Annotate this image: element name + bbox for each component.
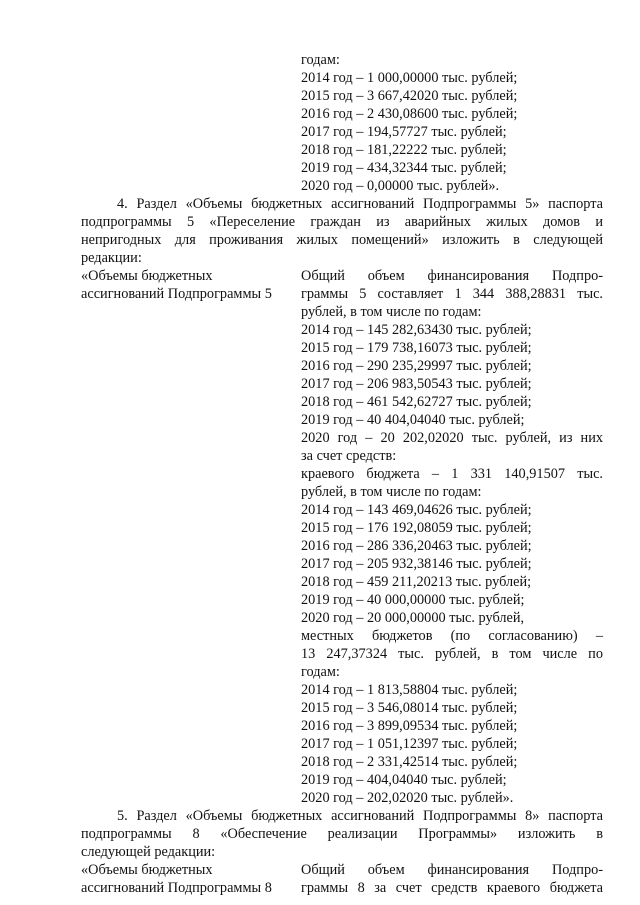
text-line: 2017 год – 194,57727 тыс. рублей; — [301, 124, 507, 140]
text-line: годам: — [301, 52, 340, 68]
funding-line: 2016 год – 3 899,09534 тыс. рублей; — [301, 718, 518, 734]
row-label: «Объемы бюджетных — [81, 268, 213, 284]
funding-line: 2015 год – 179 738,16073 тыс. рублей; — [301, 340, 532, 356]
funding-line: 2014 год – 143 469,04626 тыс. рублей; — [301, 502, 532, 518]
funding-line: 2017 год – 206 983,50543 тыс. рублей; — [301, 376, 532, 392]
funding-line: краевого бюджета – 1 331 140,91507 тыс. — [301, 466, 603, 482]
paragraph-line: 4. Раздел «Объемы бюджетных ассигнований Подпрограммы 5» паспорта — [117, 196, 603, 212]
funding-line: годам: — [301, 664, 340, 680]
funding-line: 2019 год – 404,04040 тыс. рублей; — [301, 772, 507, 788]
funding-line: 13 247,37324 тыс. рублей, в том числе по — [301, 646, 603, 662]
funding-line: 2014 год – 145 282,63430 тыс. рублей; — [301, 322, 532, 338]
paragraph-line: подпрограммы 8 «Обеспечение реализации Программы» изложить в — [81, 826, 603, 842]
funding-line: 2020 год – 20 202,02020 тыс. рублей, из них — [301, 430, 603, 446]
funding-line: рублей, в том числе по годам: — [301, 304, 482, 320]
row-label: ассигнований Подпрограммы 5 — [81, 286, 272, 302]
funding-line: 2015 год – 176 192,08059 тыс. рублей; — [301, 520, 532, 536]
funding-line: 2015 год – 3 546,08014 тыс. рублей; — [301, 700, 518, 716]
funding-line: рублей, в том числе по годам: — [301, 484, 482, 500]
funding-line: 2017 год – 205 932,38146 тыс. рублей; — [301, 556, 532, 572]
text-line: 2014 год – 1 000,00000 тыс. рублей; — [301, 70, 518, 86]
paragraph-line: 5. Раздел «Объемы бюджетных ассигнований Подпрограммы 8» паспорта — [117, 808, 603, 824]
funding-line: 2019 год – 40 000,00000 тыс. рублей; — [301, 592, 525, 608]
row-label: «Объемы бюджетных — [81, 862, 213, 878]
funding-line: Общий объем финансирования Подпро- — [301, 862, 603, 878]
paragraph-line: непригодных для проживания жилых помещений» изложить в следующей — [81, 232, 603, 248]
text-line: 2018 год – 181,22222 тыс. рублей; — [301, 142, 507, 158]
text-line: 2015 год – 3 667,42020 тыс. рублей; — [301, 88, 518, 104]
paragraph-line: подпрограммы 5 «Переселение граждан из аварийных жилых домов и — [81, 214, 603, 230]
funding-line: Общий объем финансирования Подпро- — [301, 268, 603, 284]
funding-line: местных бюджетов (по согласованию) – — [301, 628, 603, 644]
funding-line: граммы 5 составляет 1 344 388,28831 тыс. — [301, 286, 603, 302]
funding-line: 2018 год – 461 542,62727 тыс. рублей; — [301, 394, 532, 410]
funding-line: за счет средств: — [301, 448, 397, 464]
paragraph-line: следующей редакции: — [81, 844, 216, 860]
funding-line: граммы 8 за счет средств краевого бюджета — [301, 880, 603, 896]
text-line: 2016 год – 2 430,08600 тыс. рублей; — [301, 106, 518, 122]
funding-line: 2016 год – 290 235,29997 тыс. рублей; — [301, 358, 532, 374]
funding-line: 2019 год – 40 404,04040 тыс. рублей; — [301, 412, 525, 428]
text-line: 2020 год – 0,00000 тыс. рублей». — [301, 178, 500, 194]
funding-line: 2014 год – 1 813,58804 тыс. рублей; — [301, 682, 518, 698]
text-line: 2019 год – 434,32344 тыс. рублей; — [301, 160, 507, 176]
funding-line: 2017 год – 1 051,12397 тыс. рублей; — [301, 736, 518, 752]
funding-line: 2018 год – 2 331,42514 тыс. рублей; — [301, 754, 518, 770]
funding-line: 2018 год – 459 211,20213 тыс. рублей; — [301, 574, 532, 590]
funding-line: 2020 год – 20 000,00000 тыс. рублей, — [301, 610, 525, 626]
row-label: ассигнований Подпрограммы 8 — [81, 880, 272, 896]
funding-line: 2016 год – 286 336,20463 тыс. рублей; — [301, 538, 532, 554]
paragraph-line: редакции: — [81, 250, 142, 266]
funding-line: 2020 год – 202,02020 тыс. рублей». — [301, 790, 514, 806]
